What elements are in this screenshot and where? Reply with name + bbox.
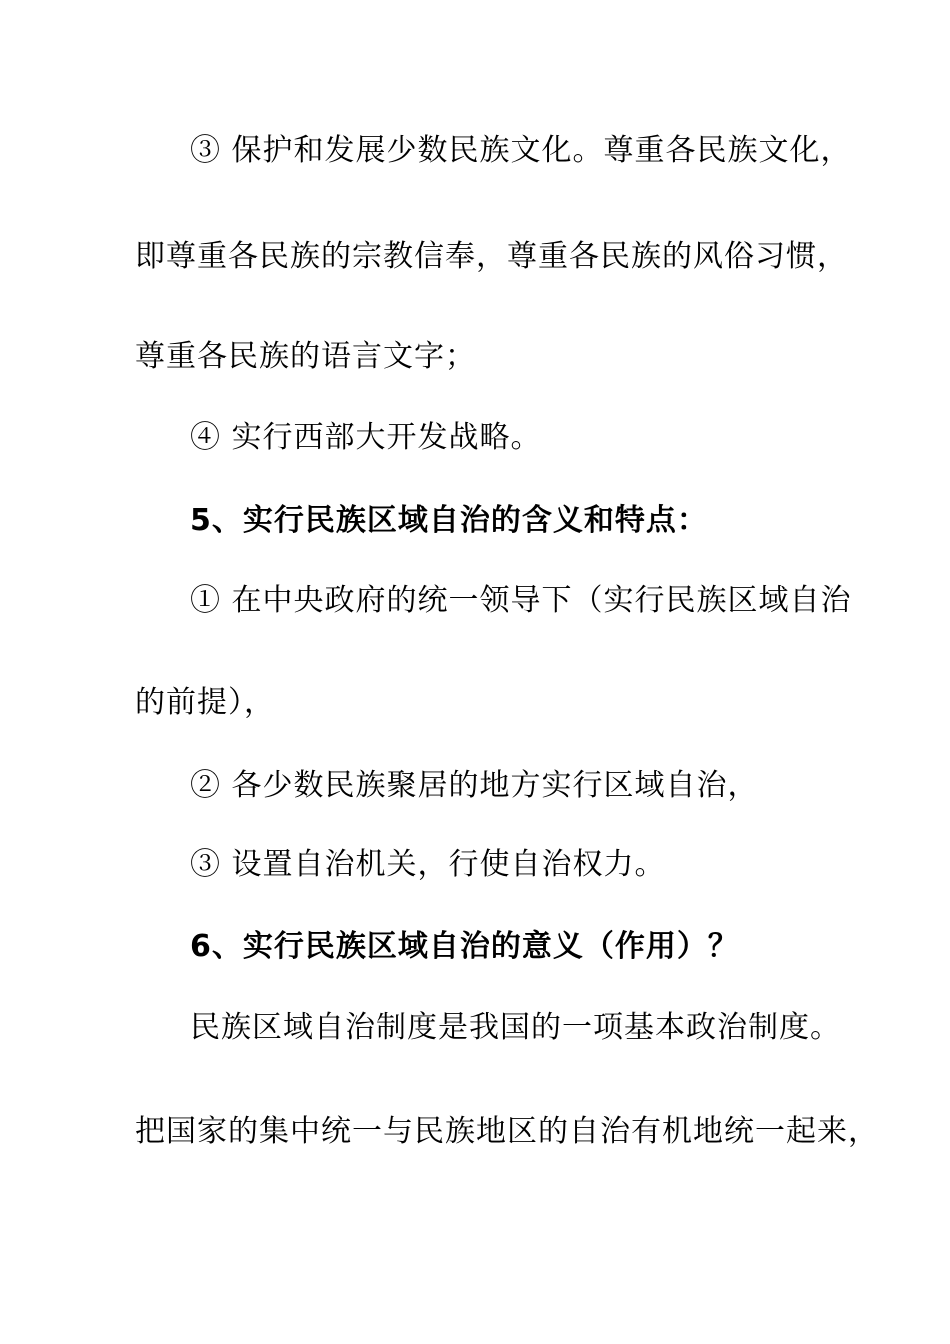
paragraph-line: 的前提）， [135,685,275,720]
section-heading: 6、实行民族区域自治的意义（作用）？ [190,929,739,964]
paragraph-line: 即尊重各民族的宗教信奉，尊重各民族的风俗习惯， [135,239,848,274]
paragraph-line: ① 在中央政府的统一领导下（实行民族区域自治 [190,583,852,618]
paragraph-line: 尊重各民族的语言文字； [135,339,476,374]
section-heading: 5、实行民族区域自治的含义和特点： [190,503,708,538]
paragraph-line: ③ 设置自治机关，行使自治权力。 [190,847,666,882]
paragraph-line: ④ 实行西部大开发战略。 [190,420,542,455]
paragraph-line: ② 各少数民族聚居的地方实行区域自治， [190,768,759,803]
paragraph-line: 民族区域自治制度是我国的一项基本政治制度。 [190,1010,841,1045]
paragraph-line: 把国家的集中统一与民族地区的自治有机地统一起来， [135,1114,879,1149]
paragraph-line: ③ 保护和发展少数民族文化。尊重各民族文化， [190,133,852,168]
